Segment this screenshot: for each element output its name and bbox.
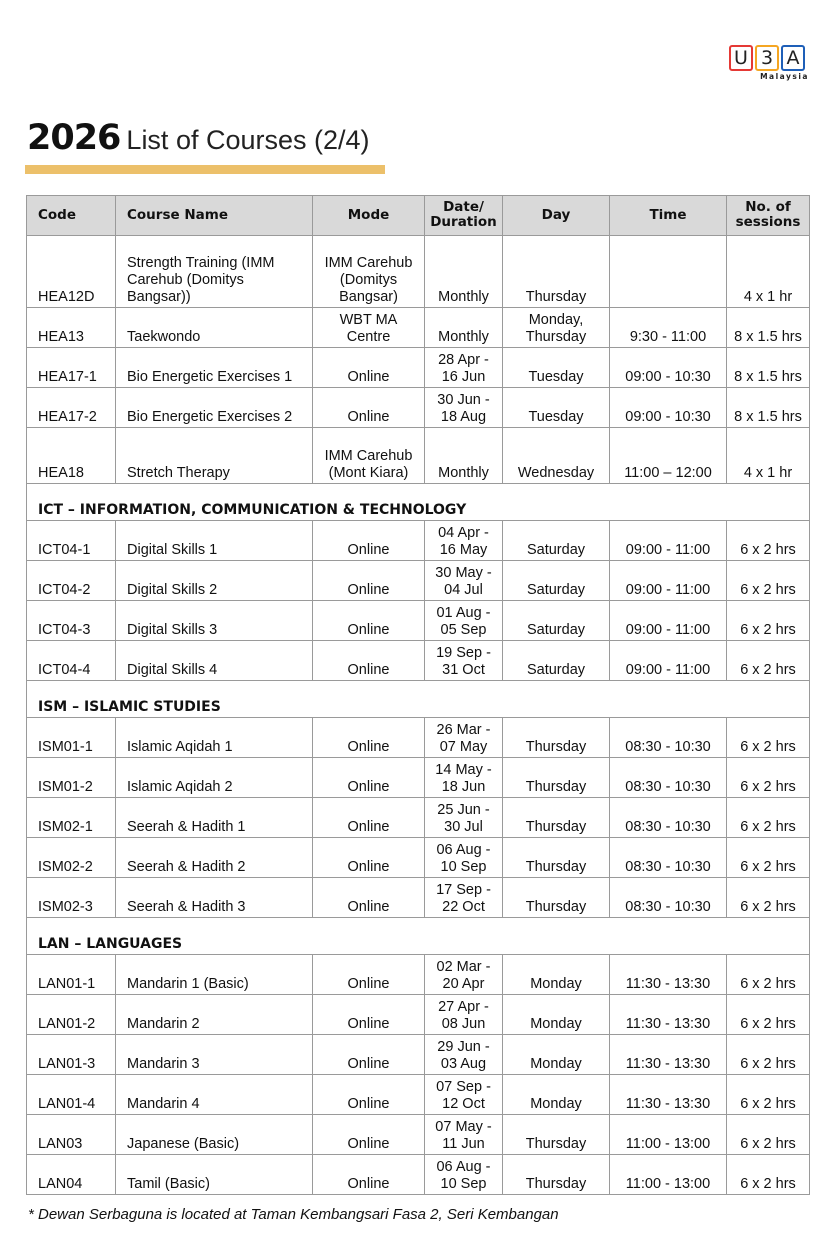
table-row xyxy=(27,1075,810,1115)
course-day: Monday xyxy=(503,955,610,995)
course-time: 09:00 - 10:30 xyxy=(610,348,727,388)
course-day: Thursday xyxy=(503,838,610,878)
header-code: Code xyxy=(27,196,116,236)
table-row xyxy=(27,1035,810,1075)
course-day: Thursday xyxy=(503,798,610,838)
table-row xyxy=(27,428,810,484)
course-mode: Online xyxy=(313,838,425,878)
course-code: LAN01-2 xyxy=(27,995,116,1035)
course-duration: 06 Aug - 10 Sep xyxy=(425,838,503,878)
course-time: 08:30 - 10:30 xyxy=(610,718,727,758)
course-day: Saturday xyxy=(503,561,610,601)
table-row xyxy=(27,1155,810,1195)
course-code: HEA18 xyxy=(27,428,116,484)
table-row xyxy=(27,308,810,348)
course-duration: 07 Sep - 12 Oct xyxy=(425,1075,503,1115)
course-time xyxy=(610,236,727,308)
course-code: HEA17-1 xyxy=(27,348,116,388)
course-code: LAN01-1 xyxy=(27,955,116,995)
course-name: Islamic Aqidah 2 xyxy=(116,758,313,798)
course-time: 11:30 - 13:30 xyxy=(610,1035,727,1075)
table-row xyxy=(27,348,810,388)
course-mode: Online xyxy=(313,995,425,1035)
course-code: ICT04-4 xyxy=(27,641,116,681)
course-mode: Online xyxy=(313,521,425,561)
course-sessions: 6 x 2 hrs xyxy=(727,521,810,561)
table-row xyxy=(27,1115,810,1155)
logo-letter-u: U xyxy=(729,45,753,71)
course-code: HEA17-2 xyxy=(27,388,116,428)
course-name: Mandarin 1 (Basic) xyxy=(116,955,313,995)
course-duration: 28 Apr - 16 Jun xyxy=(425,348,503,388)
course-sessions: 6 x 2 hrs xyxy=(727,601,810,641)
course-time: 09:00 - 11:00 xyxy=(610,561,727,601)
course-mode: Online xyxy=(313,561,425,601)
footnote: * Dewan Serbaguna is located at Taman Kembangsari Fasa 2, Seri Kembangan xyxy=(28,1206,559,1223)
course-sessions: 6 x 2 hrs xyxy=(727,955,810,995)
logo-subtitle: Malaysia xyxy=(760,72,809,81)
title-year: 2026 xyxy=(27,118,121,158)
course-code: ISM02-1 xyxy=(27,798,116,838)
course-name: Islamic Aqidah 1 xyxy=(116,718,313,758)
course-code: LAN03 xyxy=(27,1115,116,1155)
course-code: HEA13 xyxy=(27,308,116,348)
course-day: Monday, Thursday xyxy=(503,308,610,348)
course-name: Japanese (Basic) xyxy=(116,1115,313,1155)
course-sessions: 6 x 2 hrs xyxy=(727,641,810,681)
course-mode: Online xyxy=(313,955,425,995)
course-name: Digital Skills 4 xyxy=(116,641,313,681)
course-duration: 30 May - 04 Jul xyxy=(425,561,503,601)
course-table xyxy=(26,195,810,1195)
course-mode: Online xyxy=(313,718,425,758)
course-time: 08:30 - 10:30 xyxy=(610,798,727,838)
table-row xyxy=(27,521,810,561)
course-time: 09:00 - 11:00 xyxy=(610,521,727,561)
header-course-name: Course Name xyxy=(116,196,313,236)
header-day: Day xyxy=(503,196,610,236)
course-duration: 29 Jun - 03 Aug xyxy=(425,1035,503,1075)
course-sessions: 6 x 2 hrs xyxy=(727,838,810,878)
table-row xyxy=(27,388,810,428)
section-header-row xyxy=(27,484,810,521)
course-time: 11:00 - 13:00 xyxy=(610,1115,727,1155)
u3a-malaysia-logo xyxy=(729,45,813,91)
course-name: Bio Energetic Exercises 1 xyxy=(116,348,313,388)
course-time: 11:00 - 13:00 xyxy=(610,1155,727,1195)
course-day: Monday xyxy=(503,995,610,1035)
course-code: ICT04-2 xyxy=(27,561,116,601)
course-time: 11:30 - 13:30 xyxy=(610,955,727,995)
table-row xyxy=(27,955,810,995)
header-time: Time xyxy=(610,196,727,236)
course-mode: Online xyxy=(313,641,425,681)
course-duration: 19 Sep - 31 Oct xyxy=(425,641,503,681)
title-text: List of Courses (2/4) xyxy=(126,125,370,155)
course-time: 09:00 - 10:30 xyxy=(610,388,727,428)
course-sessions: 6 x 2 hrs xyxy=(727,995,810,1035)
course-day: Thursday xyxy=(503,1155,610,1195)
course-sessions: 4 x 1 hr xyxy=(727,428,810,484)
course-duration: 27 Apr - 08 Jun xyxy=(425,995,503,1035)
course-day: Thursday xyxy=(503,718,610,758)
header-date-duration: Date/ Duration xyxy=(425,196,503,236)
course-name: Mandarin 3 xyxy=(116,1035,313,1075)
course-day: Tuesday xyxy=(503,388,610,428)
course-day: Thursday xyxy=(503,236,610,308)
course-name: Strength Training (IMM Carehub (Domitys Bangsar)) xyxy=(116,236,313,308)
course-day: Saturday xyxy=(503,521,610,561)
course-duration: 01 Aug - 05 Sep xyxy=(425,601,503,641)
course-name: Stretch Therapy xyxy=(116,428,313,484)
course-mode: Online xyxy=(313,388,425,428)
section-title: ICT – INFORMATION, COMMUNICATION & TECHNOLOGY xyxy=(27,484,810,521)
course-sessions: 6 x 2 hrs xyxy=(727,798,810,838)
course-name: Mandarin 4 xyxy=(116,1075,313,1115)
header-sessions: No. of sessions xyxy=(727,196,810,236)
course-mode: Online xyxy=(313,348,425,388)
course-duration: 17 Sep - 22 Oct xyxy=(425,878,503,918)
page-title xyxy=(27,118,370,158)
course-mode: Online xyxy=(313,601,425,641)
course-name: Mandarin 2 xyxy=(116,995,313,1035)
course-code: LAN01-3 xyxy=(27,1035,116,1075)
course-day: Wednesday xyxy=(503,428,610,484)
course-mode: Online xyxy=(313,758,425,798)
course-duration: 04 Apr - 16 May xyxy=(425,521,503,561)
table-row xyxy=(27,838,810,878)
course-duration: 07 May - 11 Jun xyxy=(425,1115,503,1155)
course-name: Digital Skills 2 xyxy=(116,561,313,601)
course-sessions: 6 x 2 hrs xyxy=(727,758,810,798)
course-name: Tamil (Basic) xyxy=(116,1155,313,1195)
course-duration: 02 Mar - 20 Apr xyxy=(425,955,503,995)
course-sessions: 6 x 2 hrs xyxy=(727,1115,810,1155)
course-code: LAN04 xyxy=(27,1155,116,1195)
course-mode: Online xyxy=(313,1035,425,1075)
course-code: ICT04-1 xyxy=(27,521,116,561)
course-mode: Online xyxy=(313,1115,425,1155)
course-time: 08:30 - 10:30 xyxy=(610,758,727,798)
title-underline xyxy=(25,165,385,174)
course-code: ICT04-3 xyxy=(27,601,116,641)
table-row xyxy=(27,798,810,838)
section-title: ISM – ISLAMIC STUDIES xyxy=(27,681,810,718)
course-name: Digital Skills 3 xyxy=(116,601,313,641)
course-day: Thursday xyxy=(503,758,610,798)
course-sessions: 8 x 1.5 hrs xyxy=(727,388,810,428)
table-header-row xyxy=(27,196,810,236)
course-day: Saturday xyxy=(503,601,610,641)
course-mode: IMM Carehub (Domitys Bangsar) xyxy=(313,236,425,308)
table-row xyxy=(27,758,810,798)
course-code: ISM01-2 xyxy=(27,758,116,798)
course-sessions: 8 x 1.5 hrs xyxy=(727,308,810,348)
course-sessions: 6 x 2 hrs xyxy=(727,1035,810,1075)
course-name: Seerah & Hadith 1 xyxy=(116,798,313,838)
course-duration: Monthly xyxy=(425,308,503,348)
course-duration: 14 May - 18 Jun xyxy=(425,758,503,798)
course-mode: IMM Carehub (Mont Kiara) xyxy=(313,428,425,484)
course-duration: Monthly xyxy=(425,428,503,484)
course-sessions: 8 x 1.5 hrs xyxy=(727,348,810,388)
table-row xyxy=(27,236,810,308)
table-row xyxy=(27,561,810,601)
table-row xyxy=(27,641,810,681)
course-duration: Monthly xyxy=(425,236,503,308)
course-sessions: 6 x 2 hrs xyxy=(727,1075,810,1115)
course-duration: 25 Jun - 30 Jul xyxy=(425,798,503,838)
table-row xyxy=(27,995,810,1035)
course-code: LAN01-4 xyxy=(27,1075,116,1115)
course-mode: Online xyxy=(313,1075,425,1115)
course-day: Monday xyxy=(503,1075,610,1115)
course-code: ISM02-3 xyxy=(27,878,116,918)
course-time: 11:30 - 13:30 xyxy=(610,1075,727,1115)
header-mode: Mode xyxy=(313,196,425,236)
course-code: ISM01-1 xyxy=(27,718,116,758)
course-duration: 30 Jun - 18 Aug xyxy=(425,388,503,428)
course-time: 08:30 - 10:30 xyxy=(610,878,727,918)
course-name: Digital Skills 1 xyxy=(116,521,313,561)
course-sessions: 6 x 2 hrs xyxy=(727,1155,810,1195)
course-duration: 26 Mar - 07 May xyxy=(425,718,503,758)
logo-letter-a: A xyxy=(781,45,805,71)
course-day: Tuesday xyxy=(503,348,610,388)
course-name: Seerah & Hadith 2 xyxy=(116,838,313,878)
course-day: Thursday xyxy=(503,878,610,918)
course-mode: WBT MA Centre xyxy=(313,308,425,348)
table-row xyxy=(27,878,810,918)
course-day: Monday xyxy=(503,1035,610,1075)
course-sessions: 6 x 2 hrs xyxy=(727,561,810,601)
section-title: LAN – LANGUAGES xyxy=(27,918,810,955)
logo-letter-3: 3 xyxy=(755,45,779,71)
course-mode: Online xyxy=(313,1155,425,1195)
course-table-body xyxy=(27,236,810,1195)
course-name: Taekwondo xyxy=(116,308,313,348)
course-sessions: 6 x 2 hrs xyxy=(727,878,810,918)
section-header-row xyxy=(27,681,810,718)
course-time: 11:00 – 12:00 xyxy=(610,428,727,484)
course-time: 08:30 - 10:30 xyxy=(610,838,727,878)
course-mode: Online xyxy=(313,798,425,838)
course-name: Seerah & Hadith 3 xyxy=(116,878,313,918)
course-day: Saturday xyxy=(503,641,610,681)
course-time: 09:00 - 11:00 xyxy=(610,601,727,641)
course-code: ISM02-2 xyxy=(27,838,116,878)
course-name: Bio Energetic Exercises 2 xyxy=(116,388,313,428)
table-row xyxy=(27,601,810,641)
table-row xyxy=(27,718,810,758)
course-time: 9:30 - 11:00 xyxy=(610,308,727,348)
course-time: 11:30 - 13:30 xyxy=(610,995,727,1035)
section-header-row xyxy=(27,918,810,955)
course-sessions: 4 x 1 hr xyxy=(727,236,810,308)
course-time: 09:00 - 11:00 xyxy=(610,641,727,681)
course-mode: Online xyxy=(313,878,425,918)
course-duration: 06 Aug - 10 Sep xyxy=(425,1155,503,1195)
course-sessions: 6 x 2 hrs xyxy=(727,718,810,758)
course-code: HEA12D xyxy=(27,236,116,308)
course-day: Thursday xyxy=(503,1115,610,1155)
